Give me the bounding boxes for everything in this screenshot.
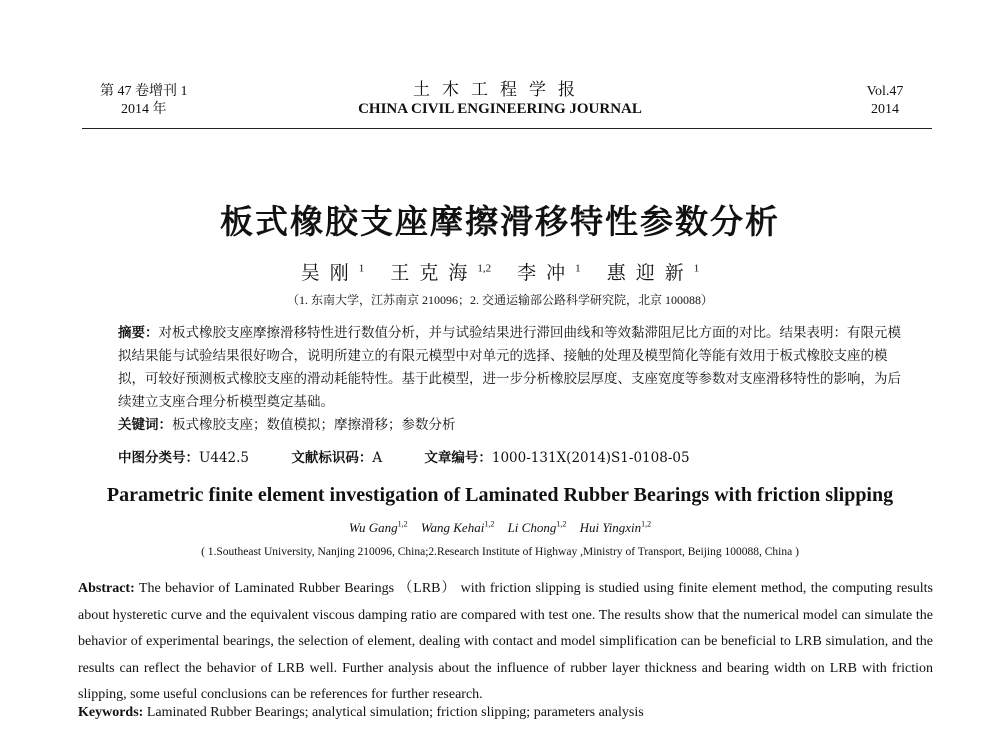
affiliation-en: ( 1.Southeast University, Nanjing 210096, China;2.Research Institute of Highway ,Ministry of Transport, Beijing 100088, China ) (201, 546, 799, 558)
author-cn: 吴刚$^1$ (300, 262, 365, 284)
author-cn: 王克海$^{1,2}$ (390, 262, 492, 284)
author-cn: 李冲$^1$ (517, 262, 581, 284)
keywords-en-text: Laminated Rubber Bearings; analytical simulation; friction slipping; parameters analysis (146, 705, 644, 720)
header-volume-en: Vol.47 (866, 84, 904, 99)
header-year-cn: 2014 年 (121, 102, 167, 117)
author-en: Li Chong$^{1,2}$ (507, 520, 567, 536)
authors-en (0, 520, 1000, 536)
header-year-en: 2014 (871, 102, 899, 117)
abstract-cn (118, 322, 908, 437)
keywords-cn-text: 板式橡胶支座；数值模拟；摩擦滑移；参数分析 (172, 417, 456, 433)
authors-cn (0, 258, 1000, 285)
keywords-en-label: Keywords: (78, 705, 144, 720)
article-id: 文章编号：1000-131X(2014)S1-0108-05 (424, 450, 690, 466)
keywords-en (78, 705, 933, 721)
abstract-en (78, 576, 933, 709)
header-center (340, 80, 660, 118)
paper-title-cn: 板式橡胶支座摩擦滑移特性参数分析 (220, 202, 780, 241)
header-volume-cn: 第 47 卷增刊 1 (100, 84, 188, 99)
author-cn: 惠迎新$^1$ (606, 262, 700, 284)
keywords-cn-label: 关键词： (118, 417, 172, 433)
affiliation-cn: （1. 东南大学，江苏南京 210096；2. 交通运输部公路科学研究院，北京 100088） (286, 293, 713, 307)
classification-meta (118, 446, 728, 466)
author-en: Wang Kehai$^{1,2}$ (420, 520, 495, 536)
keywords-cn (118, 414, 908, 437)
abstract-cn-label: 摘要： (118, 325, 159, 341)
author-en: Wu Gang$^{1,2}$ (348, 520, 408, 536)
paper-title-en: Parametric finite element investigation of Laminated Rubber Bearings with friction slipping (106, 484, 894, 506)
abstract-en-text: The behavior of Laminated Rubber Bearings （LRB） with friction slipping is studied using finite element method, the computing results about hysteretic curve and the equivalent viscous damping ratio are compared with test one. The results show that the numerical model can simulate the behavior of experimental bearings, the selection of element, dealing with contact and model simplification can be beneficial to LRB simulation, and the results can reflect the behavior of LRB well. Further analysis about the influence of rubber layer thickness and bearing width on LRB with friction slipping, some useful conclusions can be references for further research. (78, 581, 933, 702)
header-rule (82, 128, 932, 129)
header-right (850, 83, 920, 119)
clc-number: 中图分类号：U442.5 (118, 450, 250, 466)
header-left (100, 83, 188, 119)
document-code: 文献标识码：A (291, 450, 383, 466)
abstract-cn-text: 对板式橡胶支座摩擦滑移特性进行数值分析，并与试验结果进行滞回曲线和等效黏滞阻尼比方面的对比。结果表明：有限元模拟结果能与试验结果很好吻合，说明所建立的有限元模型中对单元的选择、接触的处理及模型简化等能有效用于板式橡胶支座的模拟，可较好预测板式橡胶支座的滑动耗能特性。基于此模型，进一步分析橡胶层厚度、支座宽度等参数对支座滑移特性的影响，为后续建立支座合理分析模型奠定基础。 (118, 325, 901, 410)
abstract-en-label: Abstract: (78, 581, 135, 596)
journal-name-en: CHINA CIVIL ENGINEERING JOURNAL (358, 101, 642, 117)
author-en: Hui Yingxin$^{1,2}$ (579, 520, 652, 536)
journal-name-cn: 土木工程学报 (413, 80, 587, 100)
